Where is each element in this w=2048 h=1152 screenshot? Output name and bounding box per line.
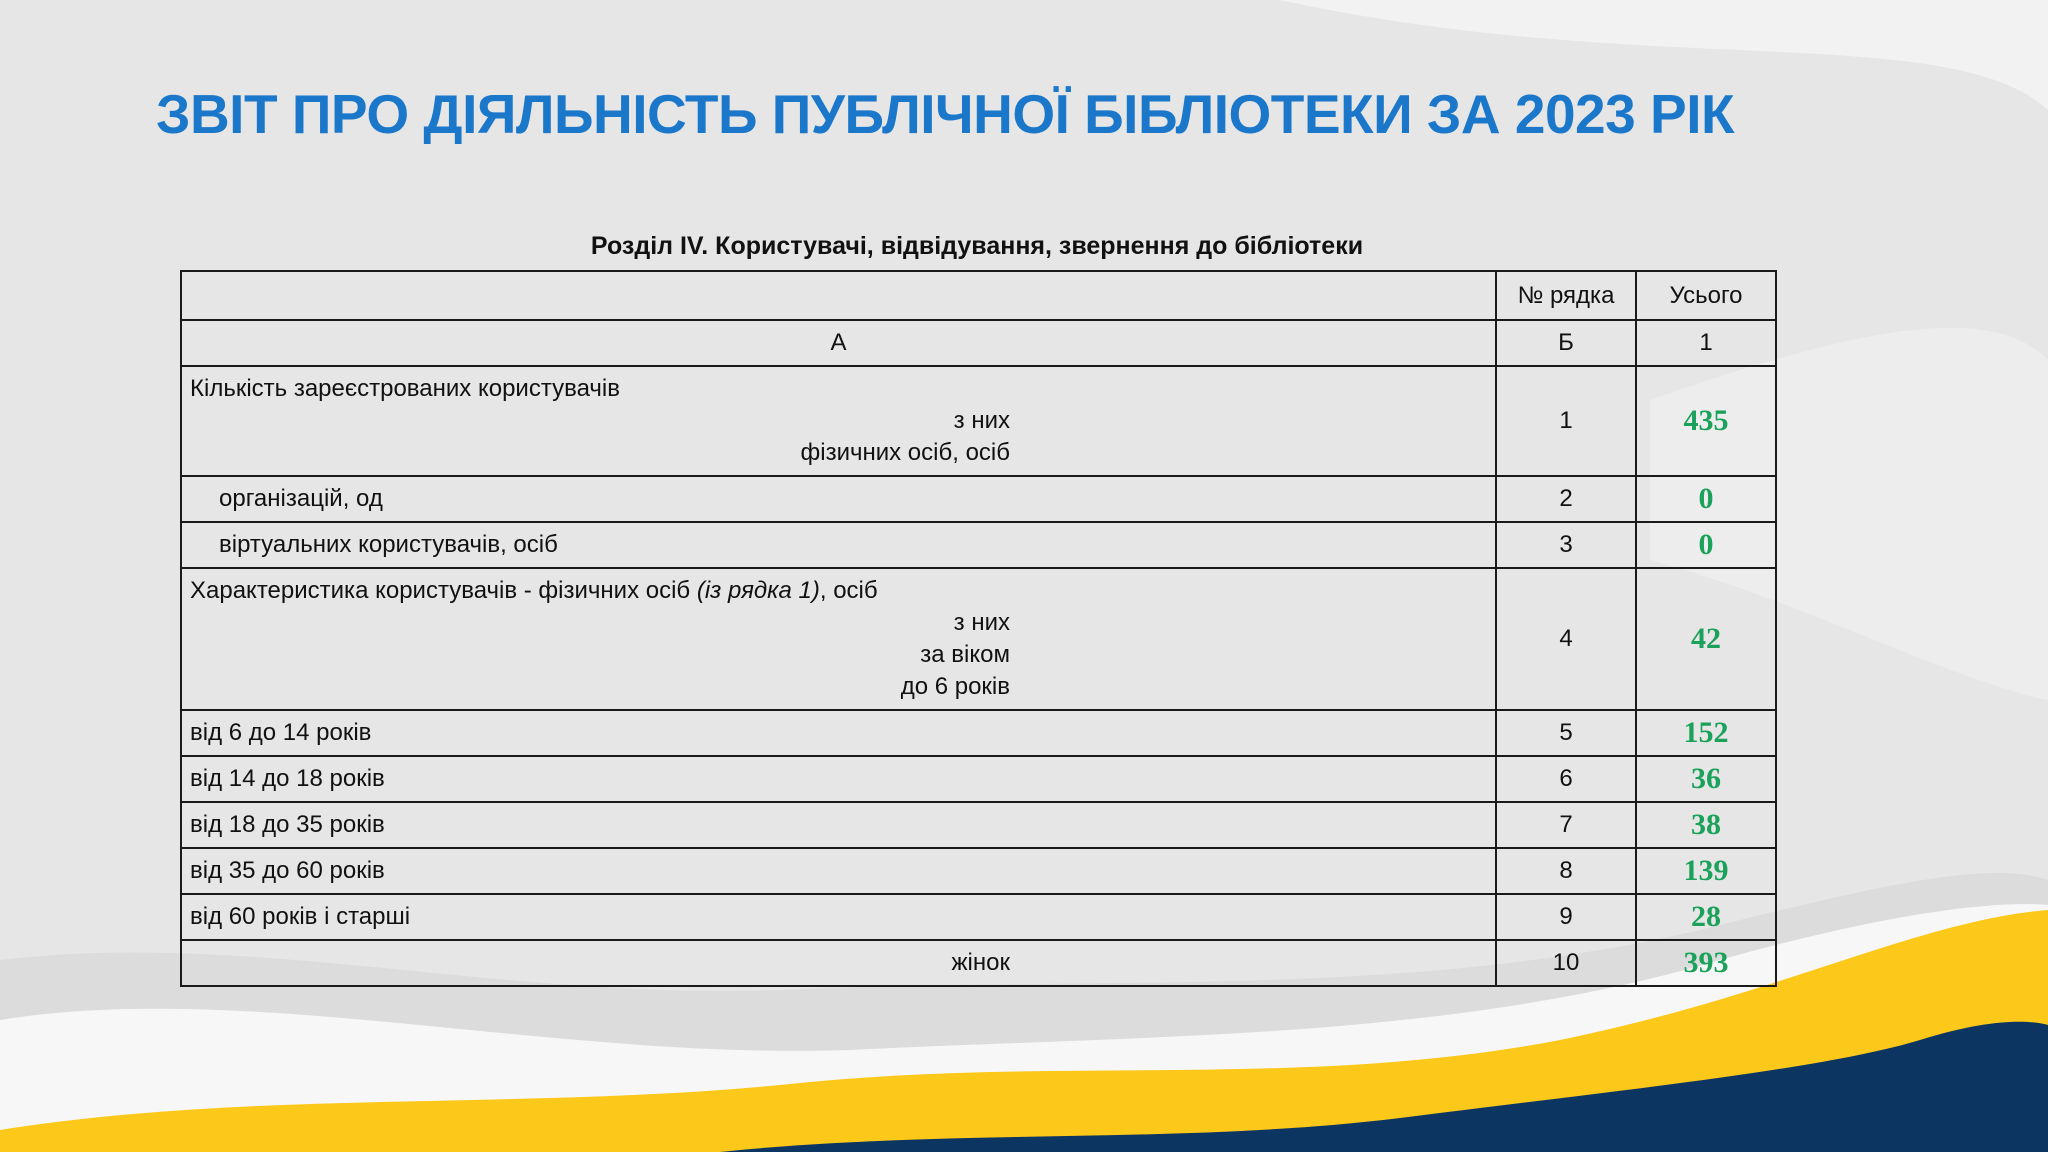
row-value: 435	[1636, 366, 1776, 476]
row-number: 1	[1496, 366, 1636, 476]
table-row	[181, 894, 1776, 940]
table-row	[181, 476, 1776, 522]
row-label-main-start: Характеристика користувачів - фізичних осіб	[190, 577, 697, 604]
index-cell-a: А	[181, 320, 1496, 366]
index-cell-c: 1	[1636, 320, 1776, 366]
row-label: від 18 до 35 років	[181, 802, 1496, 848]
row-label: віртуальних користувачів, осіб	[181, 522, 1496, 568]
row-label-sub: з них	[953, 407, 1010, 434]
row-number: 5	[1496, 710, 1636, 756]
report-table	[180, 270, 1777, 987]
row-value: 36	[1636, 756, 1776, 802]
slide-title: ЗВІТ ПРО ДІЯЛЬНІСТЬ ПУБЛІЧНОЇ БІБЛІОТЕКИ ЗА 2023 РІК	[156, 83, 1735, 145]
row-number: 3	[1496, 522, 1636, 568]
table-row	[181, 568, 1776, 710]
row-label-main: Кількість зареєстрованих користувачів	[190, 375, 620, 402]
row-label-main-end: , осіб	[819, 577, 878, 604]
row-number: 8	[1496, 848, 1636, 894]
header-cell-a	[181, 271, 1496, 320]
row-label-sub: за віком	[920, 641, 1010, 668]
row-label	[181, 940, 1496, 986]
row-label: від 35 до 60 років	[181, 848, 1496, 894]
row-label-sub: з них	[953, 609, 1010, 636]
row-number: 10	[1496, 940, 1636, 986]
row-label: від 14 до 18 років	[181, 756, 1496, 802]
row-value: 393	[1636, 940, 1776, 986]
header-cell-total: Усього	[1636, 271, 1776, 320]
row-label	[181, 366, 1496, 476]
table-row	[181, 848, 1776, 894]
row-number: 2	[1496, 476, 1636, 522]
table-row	[181, 940, 1776, 986]
row-label: організацій, од	[181, 476, 1496, 522]
row-number: 7	[1496, 802, 1636, 848]
row-value: 42	[1636, 568, 1776, 710]
header-cell-row-no: № рядка	[1496, 271, 1636, 320]
table-index-row	[181, 320, 1776, 366]
table-row	[181, 756, 1776, 802]
row-label-main-italic: (із рядка 1)	[696, 577, 820, 604]
row-value: 0	[1636, 522, 1776, 568]
row-label-main: жінок	[951, 949, 1010, 976]
row-value: 38	[1636, 802, 1776, 848]
index-cell-b: Б	[1496, 320, 1636, 366]
row-label	[181, 568, 1496, 710]
row-number: 4	[1496, 568, 1636, 710]
row-label-main	[190, 575, 1487, 607]
row-label: від 6 до 14 років	[181, 710, 1496, 756]
table-row	[181, 366, 1776, 476]
row-label-sub: фізичних осіб, осіб	[800, 439, 1010, 466]
row-value: 28	[1636, 894, 1776, 940]
table-row	[181, 710, 1776, 756]
row-number: 9	[1496, 894, 1636, 940]
table-row	[181, 802, 1776, 848]
section-caption: Розділ IV. Користувачі, відвідування, звернення до бібліотеки	[590, 232, 1364, 260]
table-row	[181, 522, 1776, 568]
row-value: 0	[1636, 476, 1776, 522]
row-value: 139	[1636, 848, 1776, 894]
table-header-row	[181, 271, 1776, 320]
row-label: від 60 років і старші	[181, 894, 1496, 940]
row-value: 152	[1636, 710, 1776, 756]
row-label-sub: до 6 років	[900, 673, 1010, 700]
row-number: 6	[1496, 756, 1636, 802]
